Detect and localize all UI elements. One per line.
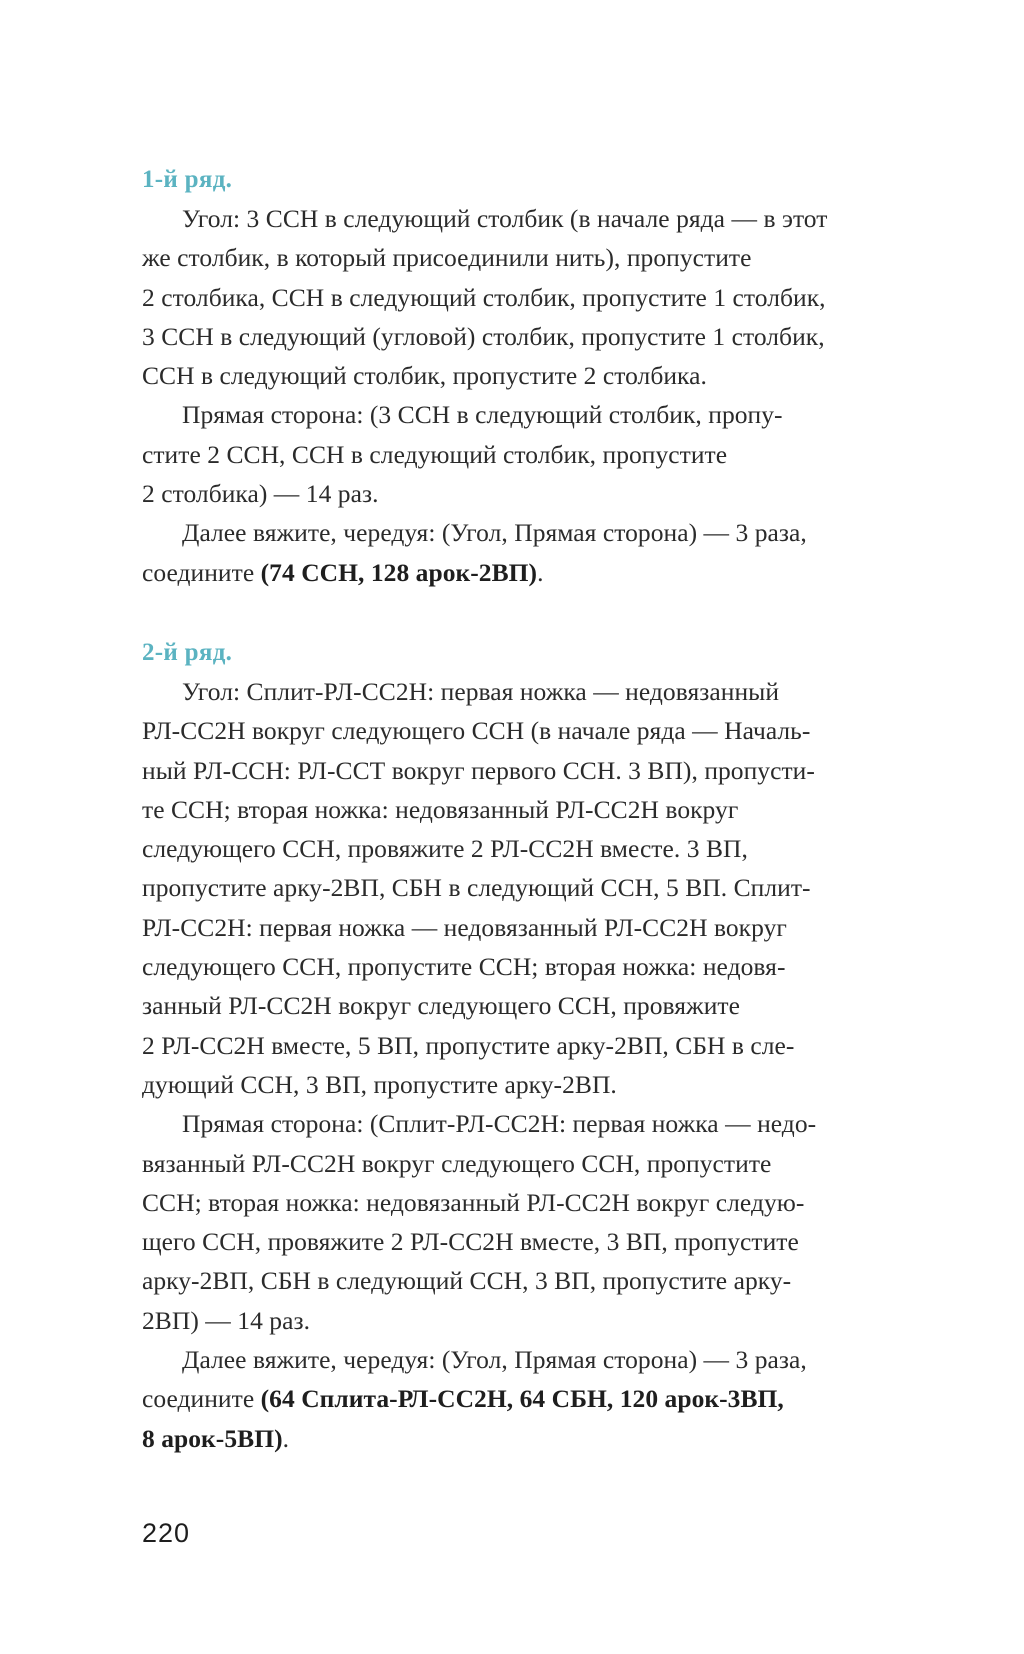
row-1-corner-paragraph xyxy=(142,199,932,395)
paragraph-text: Угол: 3 ССН в следующий столбик (в начале ряда — в этот же столбик, в который присоединили нить), пропустите 2 столбика, ССН в следующий столбик, пропустите 1 столбик, 3 ССН в следующий (угловой) столбик, пропустите 1 столбик, ССН в следующий столбик, пропустите 2 столбика. xyxy=(142,204,828,391)
row-2-summary-paragraph xyxy=(142,1340,932,1458)
stitch-count: (64 Сплита-РЛ-СС2Н, 64 СБН, 120 арок-3ВП, 8 арок-5ВП) xyxy=(142,1384,784,1453)
row-2-corner-paragraph xyxy=(142,672,932,1104)
row-1-side-paragraph xyxy=(142,395,932,513)
row-2-heading: 2-й ряд. xyxy=(142,639,233,666)
row-2-section xyxy=(142,633,932,1458)
paragraph-text: Далее вяжите, чередуя: (Угол, Прямая сторона) — 3 раза, соедините xyxy=(142,1345,807,1414)
paragraph-text: Угол: Сплит-РЛ-СС2Н: первая ножка — недовязанный РЛ-СС2Н вокруг следующего ССН (в начале ряда — Началь- ный РЛ-ССН: РЛ-ССТ вокруг первого ССН. 3 ВП), пропусти- те ССН; вторая ножка: недовязанный РЛ-СС2Н вокруг следующего ССН, провяжите 2 РЛ-СС2Н вместе. 3 ВП, пропустите арку-2ВП, СБН в следующий ССН, 5 ВП. Сплит- РЛ-СС2Н: первая ножка — недовязанный РЛ-СС2Н вокруг следующего ССН, пропустите ССН; вторая ножка: недовя- занный РЛ-СС2Н вокруг следующего ССН, провяжите 2 РЛ-СС2Н вместе, 5 ВП, пропустите арку-2ВП, СБН в сле- дующий ССН, 3 ВП, пропустите арку-2ВП. xyxy=(142,677,815,1099)
row-1-summary-paragraph xyxy=(142,513,932,592)
paragraph-text: Далее вяжите, чередуя: (Угол, Прямая сторона) — 3 раза, соедините xyxy=(142,518,807,587)
row-1-heading: 1-й ряд. xyxy=(142,166,233,193)
paragraph-text: Прямая сторона: (3 ССН в следующий столбик, пропу- стите 2 ССН, ССН в следующий столбик, пропустите 2 столбика) — 14 раз. xyxy=(142,400,783,509)
row-2-side-paragraph xyxy=(142,1104,932,1340)
stitch-count: (74 ССН, 128 арок-2ВП) xyxy=(260,557,538,587)
paragraph-tail: . xyxy=(537,557,544,587)
row-1-section xyxy=(142,160,932,592)
paragraph-text: Прямая сторона: (Сплит-РЛ-СС2Н: первая ножка — недо- вязанный РЛ-СС2Н вокруг следующего ССН, пропустите ССН; вторая ножка: недовязанный РЛ-СС2Н вокруг следую- щего ССН, провяжите 2 РЛ-СС2Н вместе, 3 ВП, пропустите арку-2ВП, СБН в следующий ССН, 3 ВП, пропустите арку- 2ВП) — 14 раз. xyxy=(142,1109,817,1335)
page-number: 220 xyxy=(142,1518,191,1548)
paragraph-tail: . xyxy=(282,1423,290,1453)
